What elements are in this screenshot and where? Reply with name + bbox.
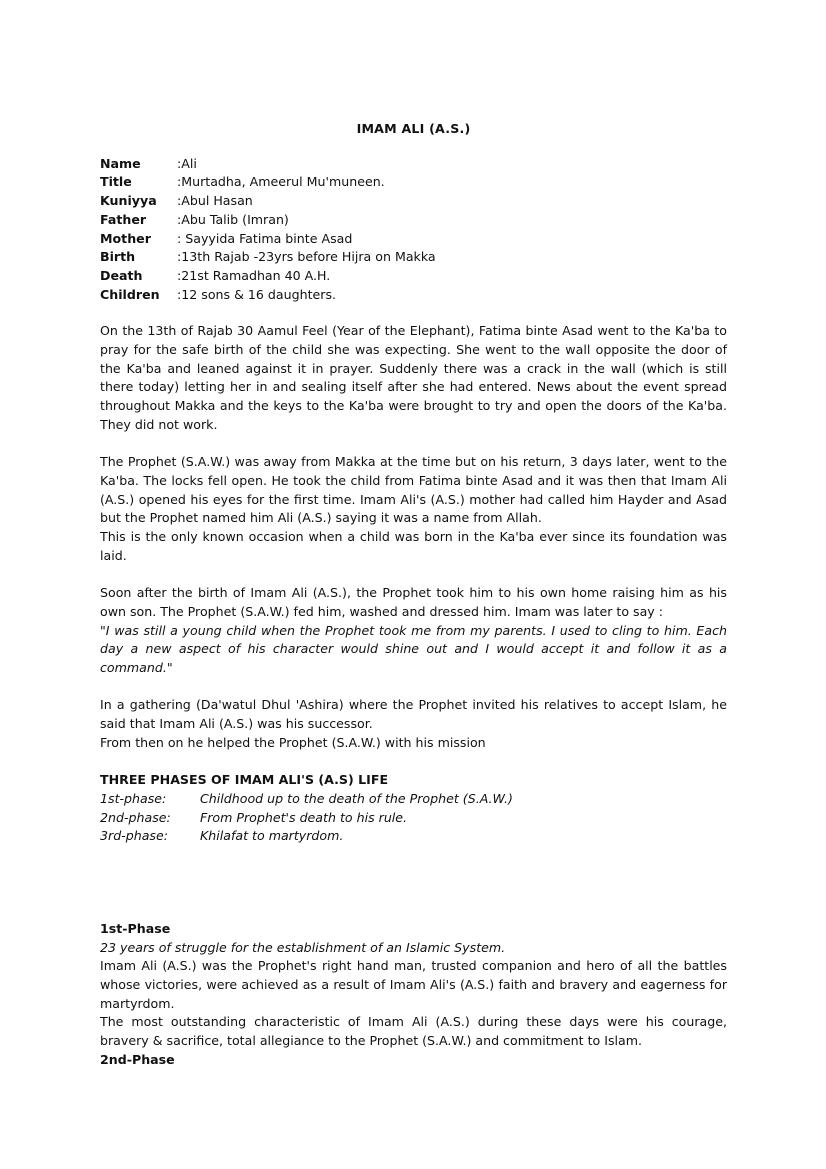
info-label: Death (100, 267, 143, 283)
phase-label: 2nd-phase: (100, 809, 171, 825)
info-value: :Abu Talib (Imran) (177, 211, 289, 227)
phase-text: Khilafat to martyrdom. (200, 828, 344, 844)
info-row-birth (100, 248, 727, 267)
info-value: :Ali (177, 155, 197, 171)
info-row-death (100, 267, 727, 286)
info-label: Kuniyya (100, 193, 157, 209)
info-row-kuniyya (100, 192, 727, 211)
info-label: Children (100, 286, 160, 302)
info-row-mother (100, 230, 727, 249)
info-label: Mother (100, 230, 151, 246)
info-label: Title (100, 174, 132, 190)
birth-paragraph: On the 13th of Rajab 30 Aamul Feel (Year of the Elephant), Fatima binte Asad went to the Ka'ba to pray for the safe birth of the child she was expecting. She went to the wall opposite the door of the Ka'ba and leaned against it in prayer. Suddenly there was a crack in the wall (which is still there today) letting her in and sealing itself after she had entered. News about the event spread throughout Makka and the keys to the Ka'ba were brought to try and open the doors of the Ka'ba. They did not work. (100, 323, 727, 432)
first-phase-characteristics: The most outstanding characteristic of Imam Ali (A.S.) during these days were his courage, bravery & sacrifice, total allegiance to the Prophet (S.A.W.) and commitment to Islam. (100, 1014, 727, 1049)
phase-text: Childhood up to the death of the Prophet (S.A.W.) (200, 790, 513, 806)
prophet-return-paragraph: The Prophet (S.A.W.) was away from Makka at the time but on his return, 3 days later, went to the Ka'ba. The locks fell open. He took the child from Fatima binte Asad and it was then that Imam Ali (A.S.) opened his eyes for the first time. Imam Ali's (A.S.) mother had called him Hayder and Asad but the Prophet named him Ali (A.S.) saying it was a name from Allah. (100, 454, 727, 526)
info-label: Name (100, 155, 141, 171)
info-value: :21st Ramadhan 40 A.H. (177, 267, 331, 283)
info-value: :Murtadha, Ameerul Mu'muneen. (177, 174, 385, 190)
paragraph-gap (100, 435, 727, 454)
phase-text: From Prophet's death to his rule. (200, 809, 408, 825)
section-gap (100, 846, 727, 920)
first-phase-paragraph: Imam Ali (A.S.) was the Prophet's right hand man, trusted companion and hero of all the battles whose victories, were achieved as a result of Imam Ali's (A.S.) faith and bravery and eagerness for martyrdom. (100, 958, 727, 1011)
successor-paragraph: In a gathering (Da'watul Dhul 'Ashira) where the Prophet invited his relatives to accept Islam, he said that Imam Ali (A.S.) was his successor. (100, 697, 727, 732)
info-row-title (100, 173, 727, 192)
paragraph-gap (100, 752, 727, 771)
paragraph-gap (100, 565, 727, 584)
imam-quote: "I was still a young child when the Prophet took me from my parents. I used to cling to him. Each day a new aspect of his character would shine out and I would accept it and follow it as a command." (100, 622, 727, 675)
phase-row (100, 827, 727, 846)
first-phase-heading: 1st-Phase (100, 920, 171, 936)
page-title: IMAM ALI (A.S.) (356, 121, 471, 136)
info-row-father (100, 211, 727, 230)
info-value: :12 sons & 16 daughters. (177, 286, 337, 302)
mission-paragraph: From then on he helped the Prophet (S.A.W.) with his mission (100, 734, 486, 750)
phase-label: 3rd-phase: (100, 828, 168, 844)
paragraph-gap (100, 678, 727, 697)
info-value: :Abul Hasan (177, 193, 253, 209)
phase-row (100, 809, 727, 828)
info-label: Birth (100, 249, 136, 265)
phases-heading: THREE PHASES OF IMAM ALI'S (A.S) LIFE (100, 772, 389, 788)
phase-row (100, 790, 727, 809)
info-value: :13th Rajab -23yrs before Hijra on Makka (177, 249, 436, 265)
second-phase-heading: 2nd-Phase (100, 1051, 175, 1067)
info-label: Father (100, 211, 147, 227)
document-page (100, 120, 727, 1070)
info-row-children (100, 286, 727, 305)
phase-label: 1st-phase: (100, 790, 167, 806)
kaba-birth-paragraph: This is the only known occasion when a child was born in the Ka'ba ever since its foundation was laid. (100, 529, 727, 563)
upbringing-paragraph: Soon after the birth of Imam Ali (A.S.), the Prophet took him to his own home raising him as his own son. The Prophet (S.A.W.) fed him, washed and dressed him. Imam was later to say : (100, 585, 727, 619)
info-row-name (100, 155, 727, 174)
first-phase-subtitle: 23 years of struggle for the establishment of an Islamic System. (100, 939, 506, 955)
info-value: : Sayyida Fatima binte Asad (177, 230, 353, 246)
info-table (100, 155, 727, 305)
